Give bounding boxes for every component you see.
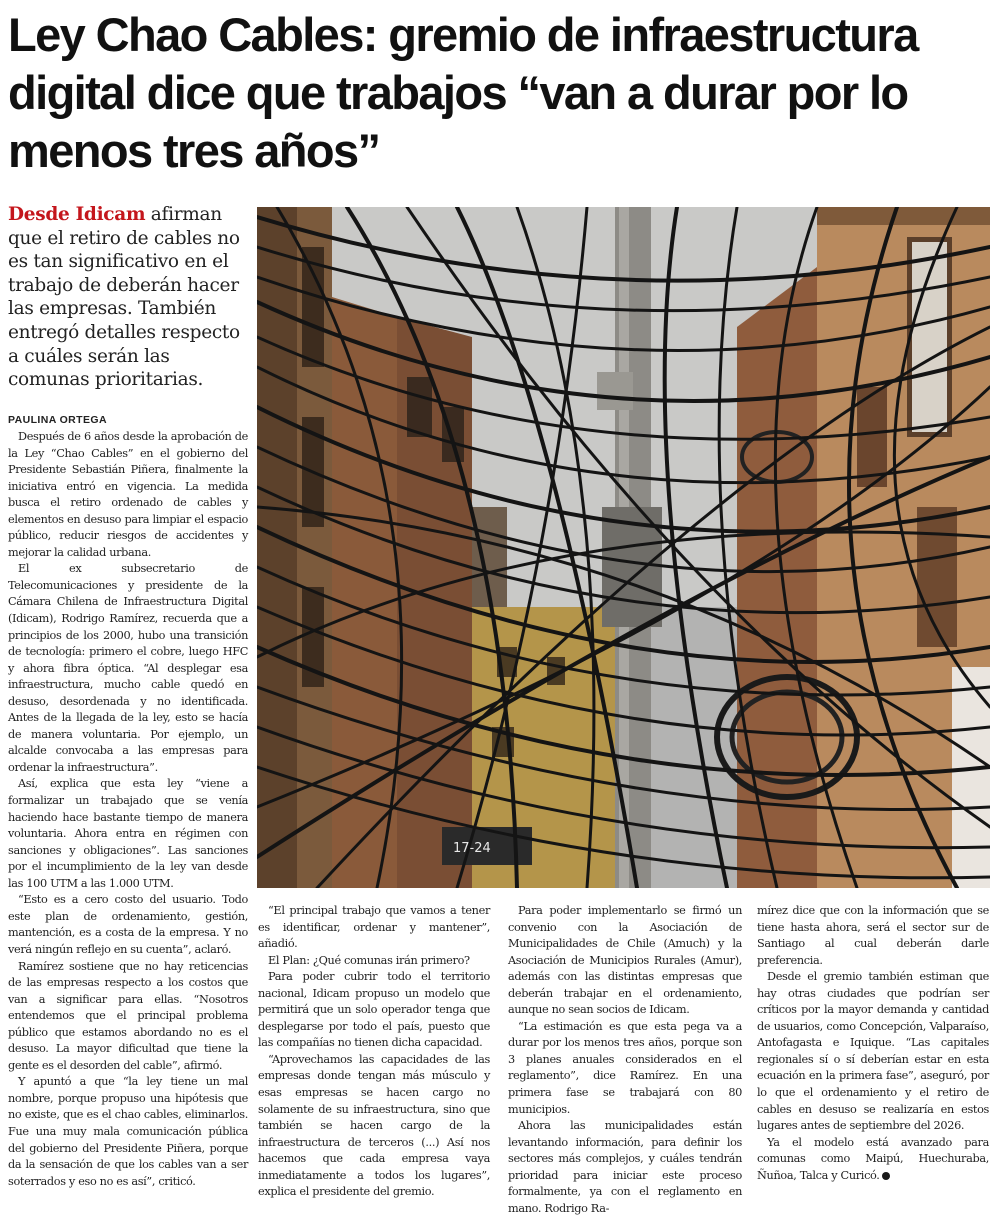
headline: Ley Chao Cables: gremio de infraestructura digital dice que trabajos “van a durar por lo menos tres años”	[8, 8, 918, 177]
column-2	[258, 903, 490, 1201]
paragraph: “Aprovechamos las capacidades de las empresas donde tengan más músculo y esas empresas se hacen cargo no solamente de su infraestructura, sino que también se hacen cargo de la infraestructura de terceros (...) Así nos hacemos que cada empresa vaya inmediatamente a todos los lugares”, explica el presidente del gremio.	[258, 1052, 490, 1199]
subheading: El Plan: ¿Qué comunas irán primero?	[268, 953, 470, 967]
column-4	[757, 903, 989, 1184]
paragraph: Para poder cubrir todo el territorio nacional, Idicam propuso un modelo que permitirá que un solo operador tenga que desplegarse por todo el país, puesto que las compañías no tienen dicha capacidad.	[258, 970, 490, 1050]
lead-text: afirman que el retiro de cables no es tan significativo en el trabajo de deberán hacer las empresas. También entregó detalles respecto a cuáles serán las comunas prioritarias.	[8, 204, 240, 391]
paragraph-end-text: Ya el modelo está avanzado para comunas como Maipú, Huechuraba, Ñuñoa, Talca y Curicó.	[757, 1135, 989, 1182]
column-1	[8, 429, 248, 1190]
cables-photo	[257, 207, 990, 888]
paragraph: “Esto es a cero costo del usuario. Todo este plan de ordenamiento, gestión, mantención, es a costa de la empresa. Y no verá ningún reflejo en su cuenta”, aclaró.	[8, 893, 248, 956]
paragraph: Después de 6 años desde la aprobación de la Ley “Chao Cables” en el gobierno del Presidente Sebastián Piñera, finalmente la iniciativa entró en vigencia. La medida busca el retiro ordenado de cables y elementos en desuso para limpiar el espacio público, reducir riesgos de accidentes y mejorar la calidad urbana.	[8, 430, 248, 559]
tangled-cables-photo	[257, 207, 990, 888]
paragraph-end	[757, 1135, 989, 1185]
sign-text: 17-24	[453, 841, 491, 856]
paragraph: mírez dice que con la información que se tiene hasta ahora, será el sector sur de Santiago al cual deberán darle preferencia.	[757, 904, 989, 967]
paragraph: Ahora las municipalidades están levantando información, para definir los sectores más complejos, y cuáles tendrán prioridad para iniciar este proceso formalmente, ya con el reglamento en mano. Rodrigo Ra-	[508, 1119, 742, 1215]
paragraph: Para poder implementarlo se firmó un convenio con la Asociación de Municipalidades de Chile (Amuch) y la Asociación de Municipios Rurales (Amur), además con las distintas empresas que deberán trabajar en el ordenamiento, aunque no sean socios de Idicam.	[508, 904, 742, 1017]
lead-highlight: Desde Idicam	[8, 204, 146, 225]
paragraph: Ramírez sostiene que no hay reticencias de las empresas respecto a los costos que van a significar para ellas. “Nosotros entendemos que el principal problema público que estamos abordando no es el desuso. La mayor dificultad que tiene la gente es el desorden del cable”, afirmó.	[8, 959, 248, 1072]
lead-paragraph	[8, 203, 240, 392]
paragraph: “La estimación es que esta pega va a durar por los menos tres años, porque son 3 planes anuales considerados en el reglamento”, dice Ramírez. En una primera fase se trabajará con 80 municipios.	[508, 1019, 742, 1116]
paragraph: El ex subsecretario de Telecomunicaciones y presidente de la Cámara Chilena de Infraestructura Digital (Idicam), Rodrigo Ramírez, recuerda que a principios de los 2000, hubo una transición de tecnología: primero el cobre, luego HFC y ahora fibra óptica. “Al desplegar esa infraestructura, mucho cable quedó en desuso, desordenada y no identificada. Antes de la llegada de la ley, esto se hacía de manera voluntaria. Por ejemplo, un alcalde convocaba a las empresas para ordenar la infraestructura”.	[8, 562, 248, 774]
paragraph: Desde el gremio también estiman que hay otras ciudades que podrían ser críticos por la mayor demanda y cantidad de usuarios, como Concepción, Valparaíso, Antofagasta e Iquique. “Las capitales regionales sí o sí deberían estar en esta ecuación en la primera fase”, aseguró, por lo que el ordenamiento y el retiro de cables en desuso se realizaría en estos lugares antes de septiembre del 2026.	[757, 970, 989, 1133]
paragraph: Y apuntó a que “la ley tiene un mal nombre, porque propuso una hipótesis que no existe, que es el chao cables, eliminarlos. Fue una muy mala comunicación pública del gobierno del Presidente Piñera, porque da la sensación de que los cables van a ser soterrados y eso no es así”, criticó.	[8, 1075, 248, 1188]
paragraph: Así, explica que esta ley “viene a formalizar un trabajado que se venía haciendo hace bastante tiempo de manera voluntaria. Ahora entra en régimen con sanciones y obligaciones”. Las sanciones por el incumplimiento de la ley van desde las 100 UTM a las 1.000 UTM.	[8, 777, 248, 890]
paragraph: “El principal trabajo que vamos a tener es identificar, ordenar y mantener”, añadió.	[258, 904, 490, 951]
end-mark-icon	[882, 1172, 890, 1180]
byline: PAULINA ORTEGA	[8, 414, 107, 426]
